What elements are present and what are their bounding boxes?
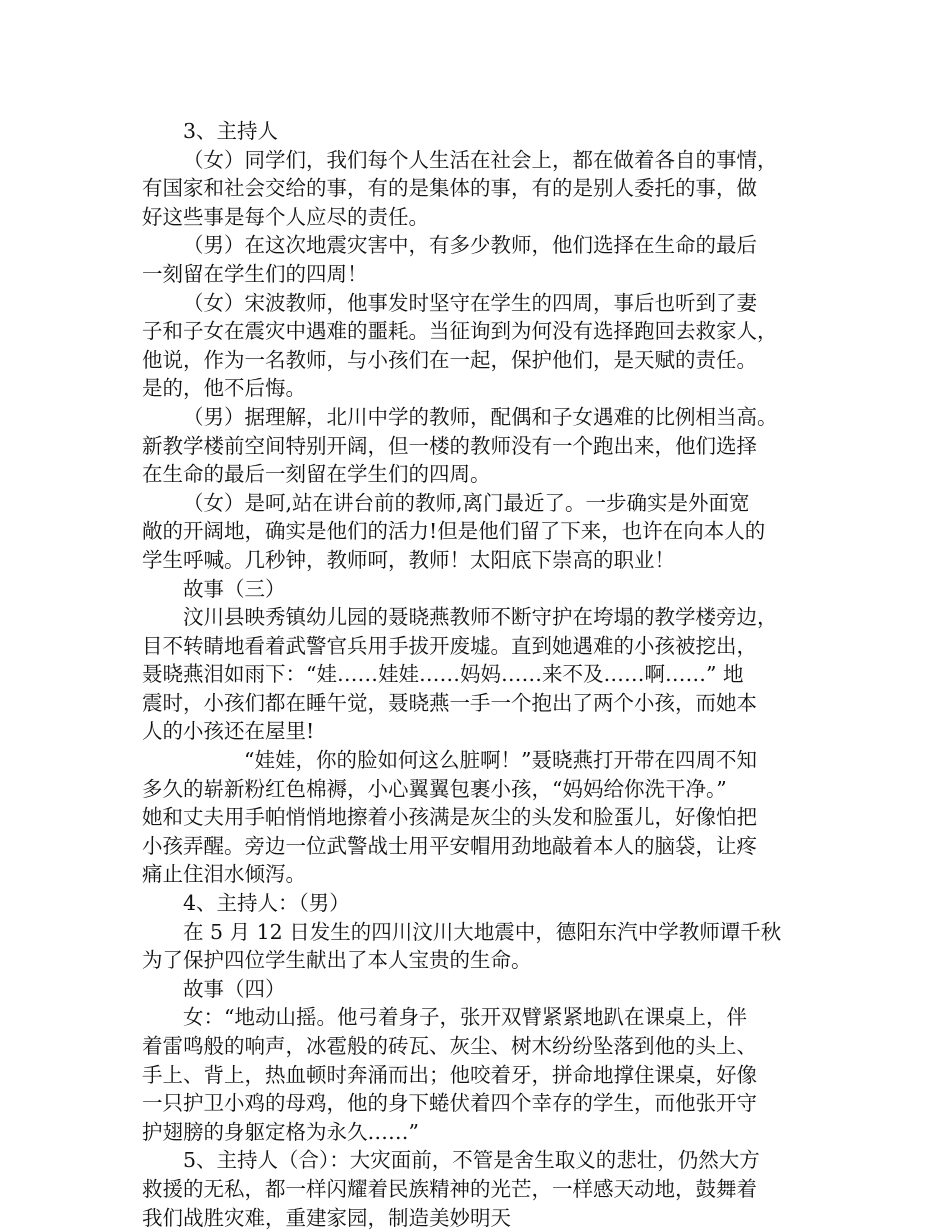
text-line: 人的小孩还在屋里! xyxy=(142,719,315,744)
text-line: 故事（四） xyxy=(183,976,286,1001)
text-line: 学生呼喊。几秒钟，教师呵，教师！太阳底下崇高的职业！ xyxy=(142,547,675,572)
text-line: 手上、背上，热血顿时奔涌而出；他咬着牙，拼命地撑住课桌，好像 xyxy=(142,1062,757,1087)
text-line: （男）据理解，北川中学的教师，配偶和子女遇难的比例相当高。 xyxy=(183,404,778,429)
text-line: 小孩弄醒。旁边一位武警战士用平安帽用劲地敲着本人的脑袋，让疼 xyxy=(142,833,757,858)
text-line: 敞的开阔地，确实是他们的活力!但是他们留了下来，也许在向本人的 xyxy=(142,519,766,544)
text-line: 她和丈夫用手帕悄悄地擦着小孩满是灰尘的头发和脸蛋儿，好像怕把 xyxy=(142,805,757,830)
text-line: “娃娃，你的脸如何这么脏啊！”聂晓燕打开带在四周不知 xyxy=(244,748,757,773)
text-line: 女：“地动山摇。他弓着身子，张开双臂紧紧地趴在课桌上，伴 xyxy=(183,1005,747,1030)
text-line: 痛止住泪水倾泻。 xyxy=(142,862,306,887)
text-line: 子和子女在震灾中遇难的噩耗。当征询到为何没有选择跑回去救家人， xyxy=(142,319,778,344)
text-line: 目不转睛地看着武警官兵用手拔开废墟。直到她遇难的小孩被挖出， xyxy=(142,633,757,658)
text-line: 救援的无私，都一样闪耀着民族精神的光芒，一样感天动地，鼓舞着 xyxy=(142,1176,757,1201)
text-line: 好这些事是每个人应尽的责任。 xyxy=(142,204,429,229)
text-line: 汶川县映秀镇幼儿园的聂晓燕教师不断守护在垮塌的教学楼旁边， xyxy=(183,605,778,630)
text-line: （女）宋波教师，他事发时坚守在学生的四周，事后也听到了妻 xyxy=(183,290,757,315)
text-line: 多久的崭新粉红色棉褥，小心翼翼包裹小孩，“妈妈给你洗干净。” xyxy=(142,776,727,801)
text-line: 故事（三） xyxy=(183,576,286,601)
text-line: 一刻留在学生们的四周！ xyxy=(142,261,368,286)
text-line: 一只护卫小鸡的母鸡，他的身下蜷伏着四个幸存的学生，而他张开守 xyxy=(142,1091,757,1116)
text-line: 3、主持人 xyxy=(183,119,279,143)
text-line: 聂晓燕泪如雨下：“娃……娃娃……妈妈……来不及……啊……” 地 xyxy=(142,662,744,687)
text-line: 4、主持人：（男） xyxy=(183,891,350,916)
text-line: （男）在这次地震灾害中，有多少教师，他们选择在生命的最后 xyxy=(183,233,757,258)
text-line: 我们战胜灾难，重建家园，制造美妙明天 xyxy=(142,1205,511,1230)
text-line: （女）是呵,站在讲台前的教师,离门最近了。一步确实是外面宽 xyxy=(183,490,750,515)
text-line: 震时，小孩们都在睡午觉，聂晓燕一手一个抱出了两个小孩，而她本 xyxy=(142,690,757,715)
text-line: 5、主持人（合）：大灾面前，不管是舍生取义的悲壮，仍然大方 xyxy=(183,1148,760,1173)
text-line: 有国家和社会交给的事，有的是集体的事，有的是别人委托的事，做 xyxy=(142,176,757,201)
text-line: 护翅膀的身躯定格为永久……” xyxy=(142,1119,419,1144)
text-line: 在 5 月 12 日发生的四川汶川大地震中，德阳东汽中学教师谭千秋 xyxy=(183,919,782,944)
text-line: 是的，他不后悔。 xyxy=(142,376,306,401)
text-line: 在生命的最后一刻留在学生们的四周。 xyxy=(142,462,491,487)
text-line: （女）同学们，我们每个人生活在社会上，都在做着各自的事情， xyxy=(183,147,778,172)
text-line: 为了保护四位学生献出了本人宝贵的生命。 xyxy=(142,948,532,973)
document-body xyxy=(142,117,822,1232)
text-line: 他说，作为一名教师，与小孩们在一起，保护他们，是天赋的责任。 xyxy=(142,347,757,372)
text-line: 新教学楼前空间特别开阔，但一楼的教师没有一个跑出来，他们选择 xyxy=(142,433,757,458)
text-line: 着雷鸣般的响声，冰雹般的砖瓦、灰尘、树木纷纷坠落到他的头上、 xyxy=(142,1034,757,1058)
